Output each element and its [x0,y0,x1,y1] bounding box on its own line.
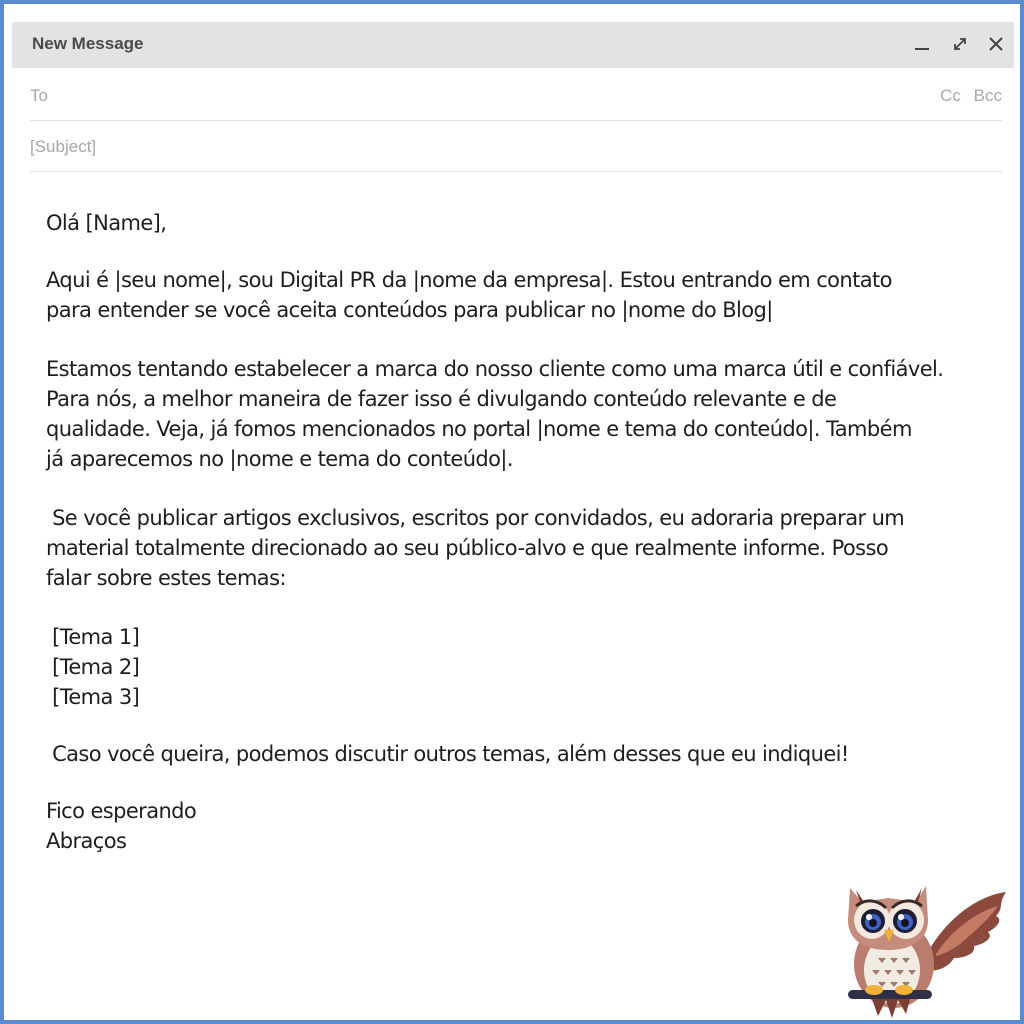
body-line: Aqui é |seu nome|, sou Digital PR da |nome da empresa|. Estou entrando em contato [46,268,892,292]
topic-item: [Tema 1] [46,625,140,649]
body-line: qualidade. Veja, já fomos mencionados no portal |nome e tema do conteúdo|. Também [46,417,912,441]
body-line: Estamos tentando estabelecer a marca do nosso cliente como uma marca útil e confiável. [46,357,944,381]
cc-bcc-links [932,86,1002,106]
minimize-icon [912,34,932,54]
body-line: falar sobre estes temas: [46,566,286,590]
closing-line: Abraços [46,829,127,853]
body-line: para entender se você aceita conteúdos para publicar no |nome do Blog| [46,298,773,322]
to-label: To [30,86,48,105]
subject-placeholder: [Subject] [30,137,97,156]
title-bar [12,22,1014,68]
body-line: Caso você queira, podemos discutir outros temas, além desses que eu indiquei! [46,742,849,766]
to-field[interactable] [30,70,1002,121]
expand-icon [950,34,970,54]
body-line: material totalmente direcionado ao seu público-alvo e que realmente informe. Posso [46,536,889,560]
topic-item: [Tema 3] [46,685,140,709]
cc-link[interactable]: Cc [940,86,961,105]
owl-mascot-icon [836,872,1012,1020]
maximize-button[interactable] [946,30,974,58]
greeting: Olá [Name], [46,211,167,235]
body-line: Se você publicar artigos exclusivos, escritos por convidados, eu adoraria preparar um [46,506,905,530]
close-icon [986,34,1006,54]
minimize-button[interactable] [908,30,936,58]
body-line: Para nós, a melhor maneira de fazer isso é divulgando conteúdo relevante e de [46,387,837,411]
window-title: New Message [32,34,144,53]
topic-item: [Tema 2] [46,655,140,679]
subject-field[interactable] [30,121,1002,172]
closing-line: Fico esperando [46,799,197,823]
body-line: já aparecemos no |nome e tema do conteúdo|. [46,447,513,471]
message-body[interactable] [46,208,966,856]
close-button[interactable] [982,30,1010,58]
bcc-link[interactable]: Bcc [973,86,1002,105]
